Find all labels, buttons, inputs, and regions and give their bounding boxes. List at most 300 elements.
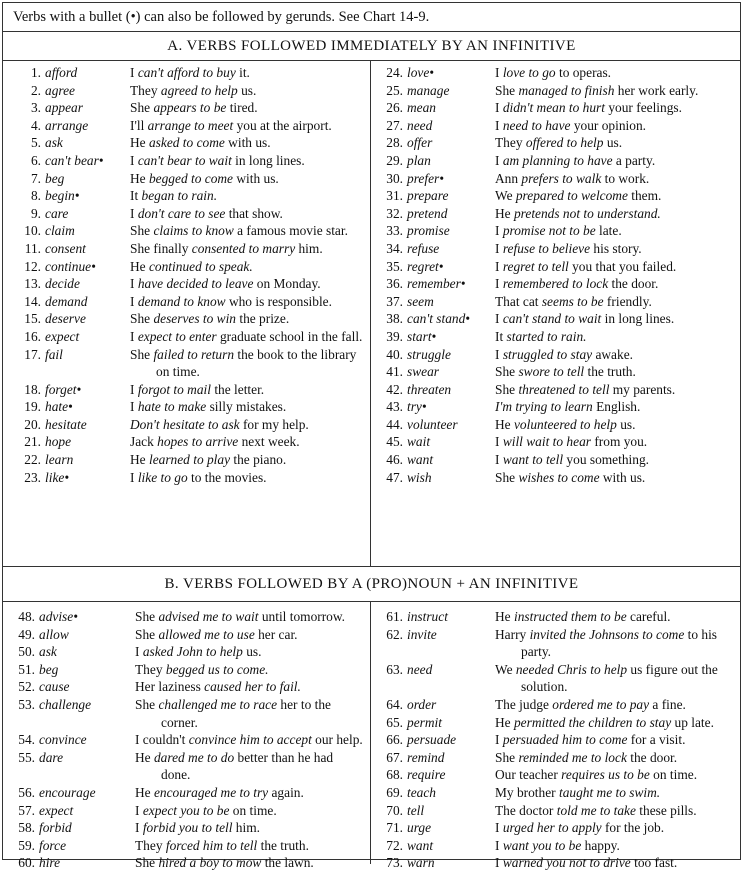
entry-example — [495, 363, 740, 381]
example-infinitive: promise not to be — [502, 223, 596, 239]
example-text: the truth. — [584, 364, 636, 380]
example-text: They — [135, 661, 166, 677]
example-infinitive: invited the Johnsons to come — [529, 626, 685, 642]
example-infinitive: forgot to mail — [137, 381, 211, 397]
bullet-note: Verbs with a bullet (•) can also be followed by gerunds. See Chart 14-9. — [3, 3, 740, 32]
entry-verb: continue• — [45, 258, 96, 274]
example-text: silly mistakes. — [206, 399, 287, 415]
verb-entry — [371, 802, 740, 820]
verb-entry — [371, 293, 740, 311]
example-text: I — [495, 240, 503, 256]
entry-example — [135, 696, 370, 731]
entry-example — [135, 749, 370, 784]
verb-entry — [371, 608, 740, 626]
example-text: it. — [235, 65, 250, 80]
example-infinitive: failed to return — [153, 346, 235, 362]
entry-verb: urge — [407, 820, 432, 836]
example-text: We — [495, 661, 516, 677]
entry-number: 49. — [18, 626, 35, 642]
entry-verb: demand — [45, 293, 88, 309]
example-text: She — [130, 346, 154, 362]
entry-verb: forbid — [39, 820, 72, 836]
entry-verb: try• — [407, 399, 427, 415]
verb-entry — [3, 802, 370, 820]
example-infinitive: want to tell — [502, 452, 564, 468]
example-text: my parents. — [609, 381, 676, 397]
example-infinitive: volunteered to help — [513, 416, 617, 432]
entry-number: 9. — [30, 205, 41, 221]
entry-number: 18. — [24, 381, 41, 397]
example-text: I — [495, 100, 503, 116]
entry-verb: encourage — [39, 784, 96, 800]
entry-verb: learn — [45, 452, 74, 468]
example-text: I — [130, 399, 138, 415]
entry-verb: persuade — [407, 732, 457, 748]
example-text: I — [135, 802, 143, 818]
example-infinitive: ordered me to pay — [552, 696, 650, 712]
entry-example — [495, 152, 740, 170]
example-text: awake. — [592, 346, 633, 362]
entry-example — [130, 187, 370, 205]
example-text: on time. — [649, 767, 698, 783]
entry-example — [495, 696, 740, 714]
verb-entry — [3, 381, 370, 399]
example-infinitive: can't afford to buy — [137, 65, 236, 80]
entry-number: 46. — [386, 452, 403, 468]
example-infinitive: caused her to fail. — [204, 679, 301, 695]
entry-example — [135, 819, 370, 837]
entry-verb: forget• — [45, 381, 82, 397]
example-text: him. — [232, 820, 260, 836]
entry-verb: regret• — [407, 258, 444, 274]
example-text: Jack — [130, 434, 158, 450]
example-infinitive: dared me to do — [153, 749, 235, 765]
example-text: happy. — [581, 837, 620, 853]
example-text: I — [495, 276, 503, 292]
entry-example — [495, 275, 740, 293]
example-infinitive: agreed to help — [160, 82, 238, 98]
example-infinitive: instructed them to be — [513, 609, 627, 624]
verb-entry — [371, 784, 740, 802]
example-infinitive: encouraged me to try — [153, 784, 269, 800]
entry-verb: claim — [45, 223, 75, 239]
example-text: I — [135, 820, 143, 836]
example-text: She finally — [130, 240, 192, 256]
example-text: She — [495, 82, 519, 98]
example-text: That cat — [495, 293, 542, 309]
entry-example — [495, 310, 740, 328]
example-text: us figure out the solution. — [521, 661, 718, 695]
example-text: I — [495, 117, 503, 133]
entry-number: 16. — [24, 328, 41, 344]
example-text: They — [130, 82, 161, 98]
entry-verb: manage — [407, 82, 450, 98]
entry-example — [130, 222, 370, 240]
entry-verb: struggle — [407, 346, 451, 362]
entry-number: 21. — [24, 434, 41, 450]
entry-example — [495, 451, 740, 469]
example-infinitive: begged us to come. — [165, 661, 269, 677]
entry-verb: order — [407, 696, 437, 712]
example-infinitive: offered to help — [525, 135, 604, 151]
entry-number: 73. — [386, 855, 403, 871]
entry-example — [495, 99, 740, 117]
example-infinitive: can't bear to wait — [137, 152, 232, 168]
example-text: to his party. — [521, 626, 718, 660]
entry-number: 42. — [386, 381, 403, 397]
entry-number: 3. — [30, 100, 41, 116]
example-text: English. — [592, 399, 641, 415]
example-text: He — [130, 135, 149, 151]
entry-verb: seem — [407, 293, 434, 309]
example-infinitive: began to rain. — [141, 188, 218, 204]
entry-verb: love• — [407, 65, 434, 80]
example-infinitive: hopes to arrive — [157, 434, 239, 450]
example-text: us. — [616, 416, 636, 432]
verb-entry — [371, 82, 740, 100]
example-infinitive: expect you to be — [142, 802, 230, 818]
example-text: his story. — [590, 240, 642, 256]
verb-entry — [371, 661, 740, 696]
entry-number: 2. — [30, 82, 41, 98]
example-text: on time. — [229, 802, 277, 818]
entry-example — [130, 205, 370, 223]
entry-example — [130, 398, 370, 416]
section-a-title: A. VERBS FOLLOWED IMMEDIATELY BY AN INFINITIVE — [3, 32, 740, 61]
entry-verb: challenge — [39, 696, 92, 712]
entry-number: 25. — [386, 82, 403, 98]
example-infinitive: consented to marry — [191, 240, 296, 256]
verb-entry — [371, 696, 740, 714]
example-text: better than he had done. — [161, 749, 334, 783]
entry-verb: begin• — [45, 188, 80, 204]
entry-number: 56. — [18, 784, 35, 800]
verb-entry — [371, 731, 740, 749]
example-text: He — [495, 205, 514, 221]
example-text: I — [495, 434, 503, 450]
entry-verb: arrange — [45, 117, 89, 133]
example-text: I'll — [130, 117, 148, 133]
verb-entry — [371, 363, 740, 381]
example-text: She — [135, 626, 159, 642]
example-infinitive: didn't mean to hurt — [502, 100, 605, 116]
example-text: I — [495, 452, 503, 468]
section-b-right-column — [371, 602, 740, 871]
example-infinitive: will wait to hear — [502, 434, 591, 450]
entry-example — [135, 784, 370, 802]
entry-number: 71. — [386, 820, 403, 836]
example-text: our help. — [311, 732, 363, 748]
entry-number: 11. — [24, 240, 41, 256]
example-text: I — [130, 65, 138, 80]
verb-entry — [371, 205, 740, 223]
example-infinitive: begged to come — [148, 170, 234, 186]
example-text: us. — [237, 82, 257, 98]
verb-entry — [3, 170, 370, 188]
example-infinitive: needed Chris to help — [515, 661, 628, 677]
entry-number: 35. — [386, 258, 403, 274]
entry-example — [130, 293, 370, 311]
entry-verb: want — [407, 452, 434, 468]
entry-example — [130, 152, 370, 170]
example-text: the truth. — [257, 837, 309, 853]
entry-number: 13. — [24, 276, 41, 292]
entry-number: 57. — [18, 802, 35, 818]
verb-entry — [371, 222, 740, 240]
entry-verb: agree — [45, 82, 75, 98]
entry-number: 66. — [386, 732, 403, 748]
example-text: the letter. — [210, 381, 265, 397]
entry-number: 36. — [386, 276, 403, 292]
verb-entry — [3, 293, 370, 311]
entry-number: 38. — [386, 311, 403, 327]
entry-number: 31. — [386, 188, 403, 204]
example-infinitive: struggled to stay — [502, 346, 593, 362]
example-infinitive: requires us to be — [561, 767, 650, 783]
entry-example — [130, 416, 370, 434]
example-text: friendly. — [603, 293, 652, 309]
entry-example — [495, 469, 740, 487]
entry-number: 41. — [386, 364, 403, 380]
entry-verb: prepare — [407, 188, 449, 204]
entry-verb: invite — [407, 626, 437, 642]
example-text: with us. — [233, 170, 279, 186]
entry-verb: ask — [45, 135, 63, 151]
example-infinitive: want you to be — [502, 837, 582, 853]
example-text: He — [495, 416, 514, 432]
example-text: her to the corner. — [161, 696, 331, 730]
example-infinitive: taught me to swim. — [558, 784, 661, 800]
entry-example — [130, 99, 370, 117]
example-infinitive: love to go — [502, 65, 556, 80]
example-infinitive: convince him to accept — [188, 732, 312, 748]
example-text: I — [495, 152, 503, 168]
example-infinitive: allowed me to use — [158, 626, 255, 642]
entry-verb: permit — [407, 714, 442, 730]
entry-verb: force — [39, 837, 67, 853]
example-text: The doctor — [495, 802, 557, 818]
entry-example — [495, 381, 740, 399]
entry-number: 5. — [30, 135, 41, 151]
verb-entry — [3, 661, 370, 679]
entry-example — [135, 678, 370, 696]
verb-entry — [3, 240, 370, 258]
example-text: us. — [603, 135, 623, 151]
entry-number: 70. — [386, 802, 403, 818]
entry-verb: start• — [407, 328, 437, 344]
entry-example — [495, 117, 740, 135]
verb-entry — [3, 643, 370, 661]
entry-verb: plan — [407, 152, 431, 168]
verb-entry — [3, 451, 370, 469]
verb-entry — [371, 766, 740, 784]
example-infinitive: pretends not to understand. — [513, 205, 661, 221]
example-text: I — [130, 469, 138, 485]
entry-verb: need — [407, 661, 433, 677]
entry-number: 14. — [24, 293, 41, 309]
entry-number: 6. — [30, 152, 41, 168]
verb-entry — [371, 714, 740, 732]
entry-number: 62. — [386, 626, 403, 642]
entry-example — [135, 626, 370, 644]
entry-example — [495, 714, 740, 732]
entry-number: 10. — [24, 223, 41, 239]
example-infinitive: arrange to meet — [147, 117, 234, 133]
example-infinitive: started to rain. — [506, 328, 587, 344]
example-text: It — [495, 328, 507, 344]
entry-number: 51. — [18, 661, 35, 677]
section-b — [3, 602, 740, 871]
verb-entry — [371, 310, 740, 328]
example-text: He — [130, 170, 149, 186]
example-text: They — [495, 135, 526, 151]
entry-number: 1. — [30, 65, 41, 80]
example-text: He — [495, 609, 514, 624]
verb-entry — [3, 416, 370, 434]
entry-number: 59. — [18, 837, 35, 853]
example-text: until tomorrow. — [258, 609, 346, 624]
example-text: for my help. — [239, 416, 309, 432]
entry-example — [495, 346, 740, 364]
example-text: for a visit. — [627, 732, 686, 748]
entry-verb: need — [407, 117, 433, 133]
entry-verb: decide — [45, 276, 80, 292]
entry-verb: hate• — [45, 399, 73, 415]
example-text: you at the airport. — [233, 117, 332, 133]
entry-number: 67. — [386, 749, 403, 765]
entry-example — [495, 661, 740, 696]
example-infinitive: hate to make — [137, 399, 207, 415]
verb-entry — [371, 99, 740, 117]
example-text: to the movies. — [187, 469, 267, 485]
verb-entry — [371, 854, 740, 872]
entry-verb: threaten — [407, 381, 452, 397]
example-text: I — [130, 205, 138, 221]
example-text: your feelings. — [605, 100, 682, 116]
entry-number: 69. — [386, 784, 403, 800]
entry-example — [495, 731, 740, 749]
entry-example — [495, 749, 740, 767]
entry-number: 55. — [18, 749, 35, 765]
example-text: Her laziness — [135, 679, 205, 695]
verb-entry — [371, 837, 740, 855]
example-text: late. — [595, 223, 622, 239]
example-infinitive: can't stand to wait — [502, 311, 602, 327]
example-text: from you. — [590, 434, 648, 450]
entry-example — [130, 310, 370, 328]
verb-entry — [371, 416, 740, 434]
entry-example — [495, 802, 740, 820]
entry-number: 32. — [386, 205, 403, 221]
example-text: for the job. — [601, 820, 665, 836]
entry-number: 30. — [386, 170, 403, 186]
example-text: The judge — [495, 696, 553, 712]
example-infinitive: persuaded him to come — [502, 732, 628, 748]
example-text: I — [495, 732, 503, 748]
entry-verb: mean — [407, 100, 437, 116]
example-text: I — [495, 855, 503, 871]
verb-entry — [3, 328, 370, 346]
example-text: in long lines. — [231, 152, 305, 168]
entry-number: 23. — [24, 469, 41, 485]
entry-verb: require — [407, 767, 446, 783]
entry-verb: want — [407, 837, 434, 853]
entry-verb: allow — [39, 626, 69, 642]
verb-entry — [3, 205, 370, 223]
example-text: graduate school in the fall. — [216, 328, 363, 344]
example-infinitive: don't care to see — [137, 205, 226, 221]
example-text: He — [495, 714, 514, 730]
example-text: the lawn. — [261, 855, 314, 871]
entry-number: 12. — [24, 258, 41, 274]
example-text: He — [135, 784, 154, 800]
verb-entry — [3, 187, 370, 205]
verb-entry — [3, 64, 370, 82]
section-a-right-column — [371, 61, 740, 566]
example-infinitive: swore to tell — [518, 364, 585, 380]
entry-example — [495, 328, 740, 346]
verb-entry — [3, 696, 370, 731]
example-text: careful. — [626, 609, 671, 624]
entry-example — [495, 258, 740, 276]
example-infinitive: advised me to wait — [158, 609, 259, 624]
example-infinitive: told me to take — [556, 802, 636, 818]
entry-verb: swear — [407, 364, 439, 380]
verb-entry — [3, 275, 370, 293]
verb-entry — [3, 731, 370, 749]
entry-example — [495, 187, 740, 205]
entry-number: 24. — [386, 65, 403, 80]
entry-verb: hire — [39, 855, 61, 871]
example-infinitive: expect to enter — [137, 328, 217, 344]
example-text: to operas. — [555, 65, 612, 80]
entry-number: 44. — [386, 416, 403, 432]
example-infinitive: learned to play — [148, 452, 231, 468]
verb-entry — [371, 187, 740, 205]
verb-entry — [371, 398, 740, 416]
entry-number: 33. — [386, 223, 403, 239]
example-infinitive: prepared to welcome — [515, 188, 628, 204]
example-text: I couldn't — [135, 732, 189, 748]
entry-example — [135, 731, 370, 749]
verb-entry — [371, 258, 740, 276]
entry-number: 22. — [24, 452, 41, 468]
verb-entry — [371, 240, 740, 258]
verb-entry — [371, 433, 740, 451]
example-text: that show. — [225, 205, 283, 221]
entry-number: 29. — [386, 152, 403, 168]
entry-number: 48. — [18, 609, 35, 624]
example-text: I — [495, 258, 503, 274]
example-text: She — [495, 469, 519, 485]
example-text: them. — [627, 188, 662, 204]
entry-verb: appear — [45, 100, 83, 116]
verb-entry — [3, 626, 370, 644]
example-text: who is responsible. — [225, 293, 332, 309]
verb-entry — [371, 819, 740, 837]
entry-example — [130, 82, 370, 100]
verb-entry — [3, 117, 370, 135]
entry-verb: instruct — [407, 609, 448, 624]
example-text: tired. — [226, 100, 258, 116]
example-infinitive: reminded me to lock — [518, 749, 627, 765]
example-text: I — [135, 644, 143, 660]
entry-example — [135, 643, 370, 661]
example-text: Our teacher — [495, 767, 562, 783]
example-text: a party. — [612, 152, 656, 168]
example-infinitive: asked John to help — [142, 644, 243, 660]
example-infinitive: seems to be — [541, 293, 604, 309]
